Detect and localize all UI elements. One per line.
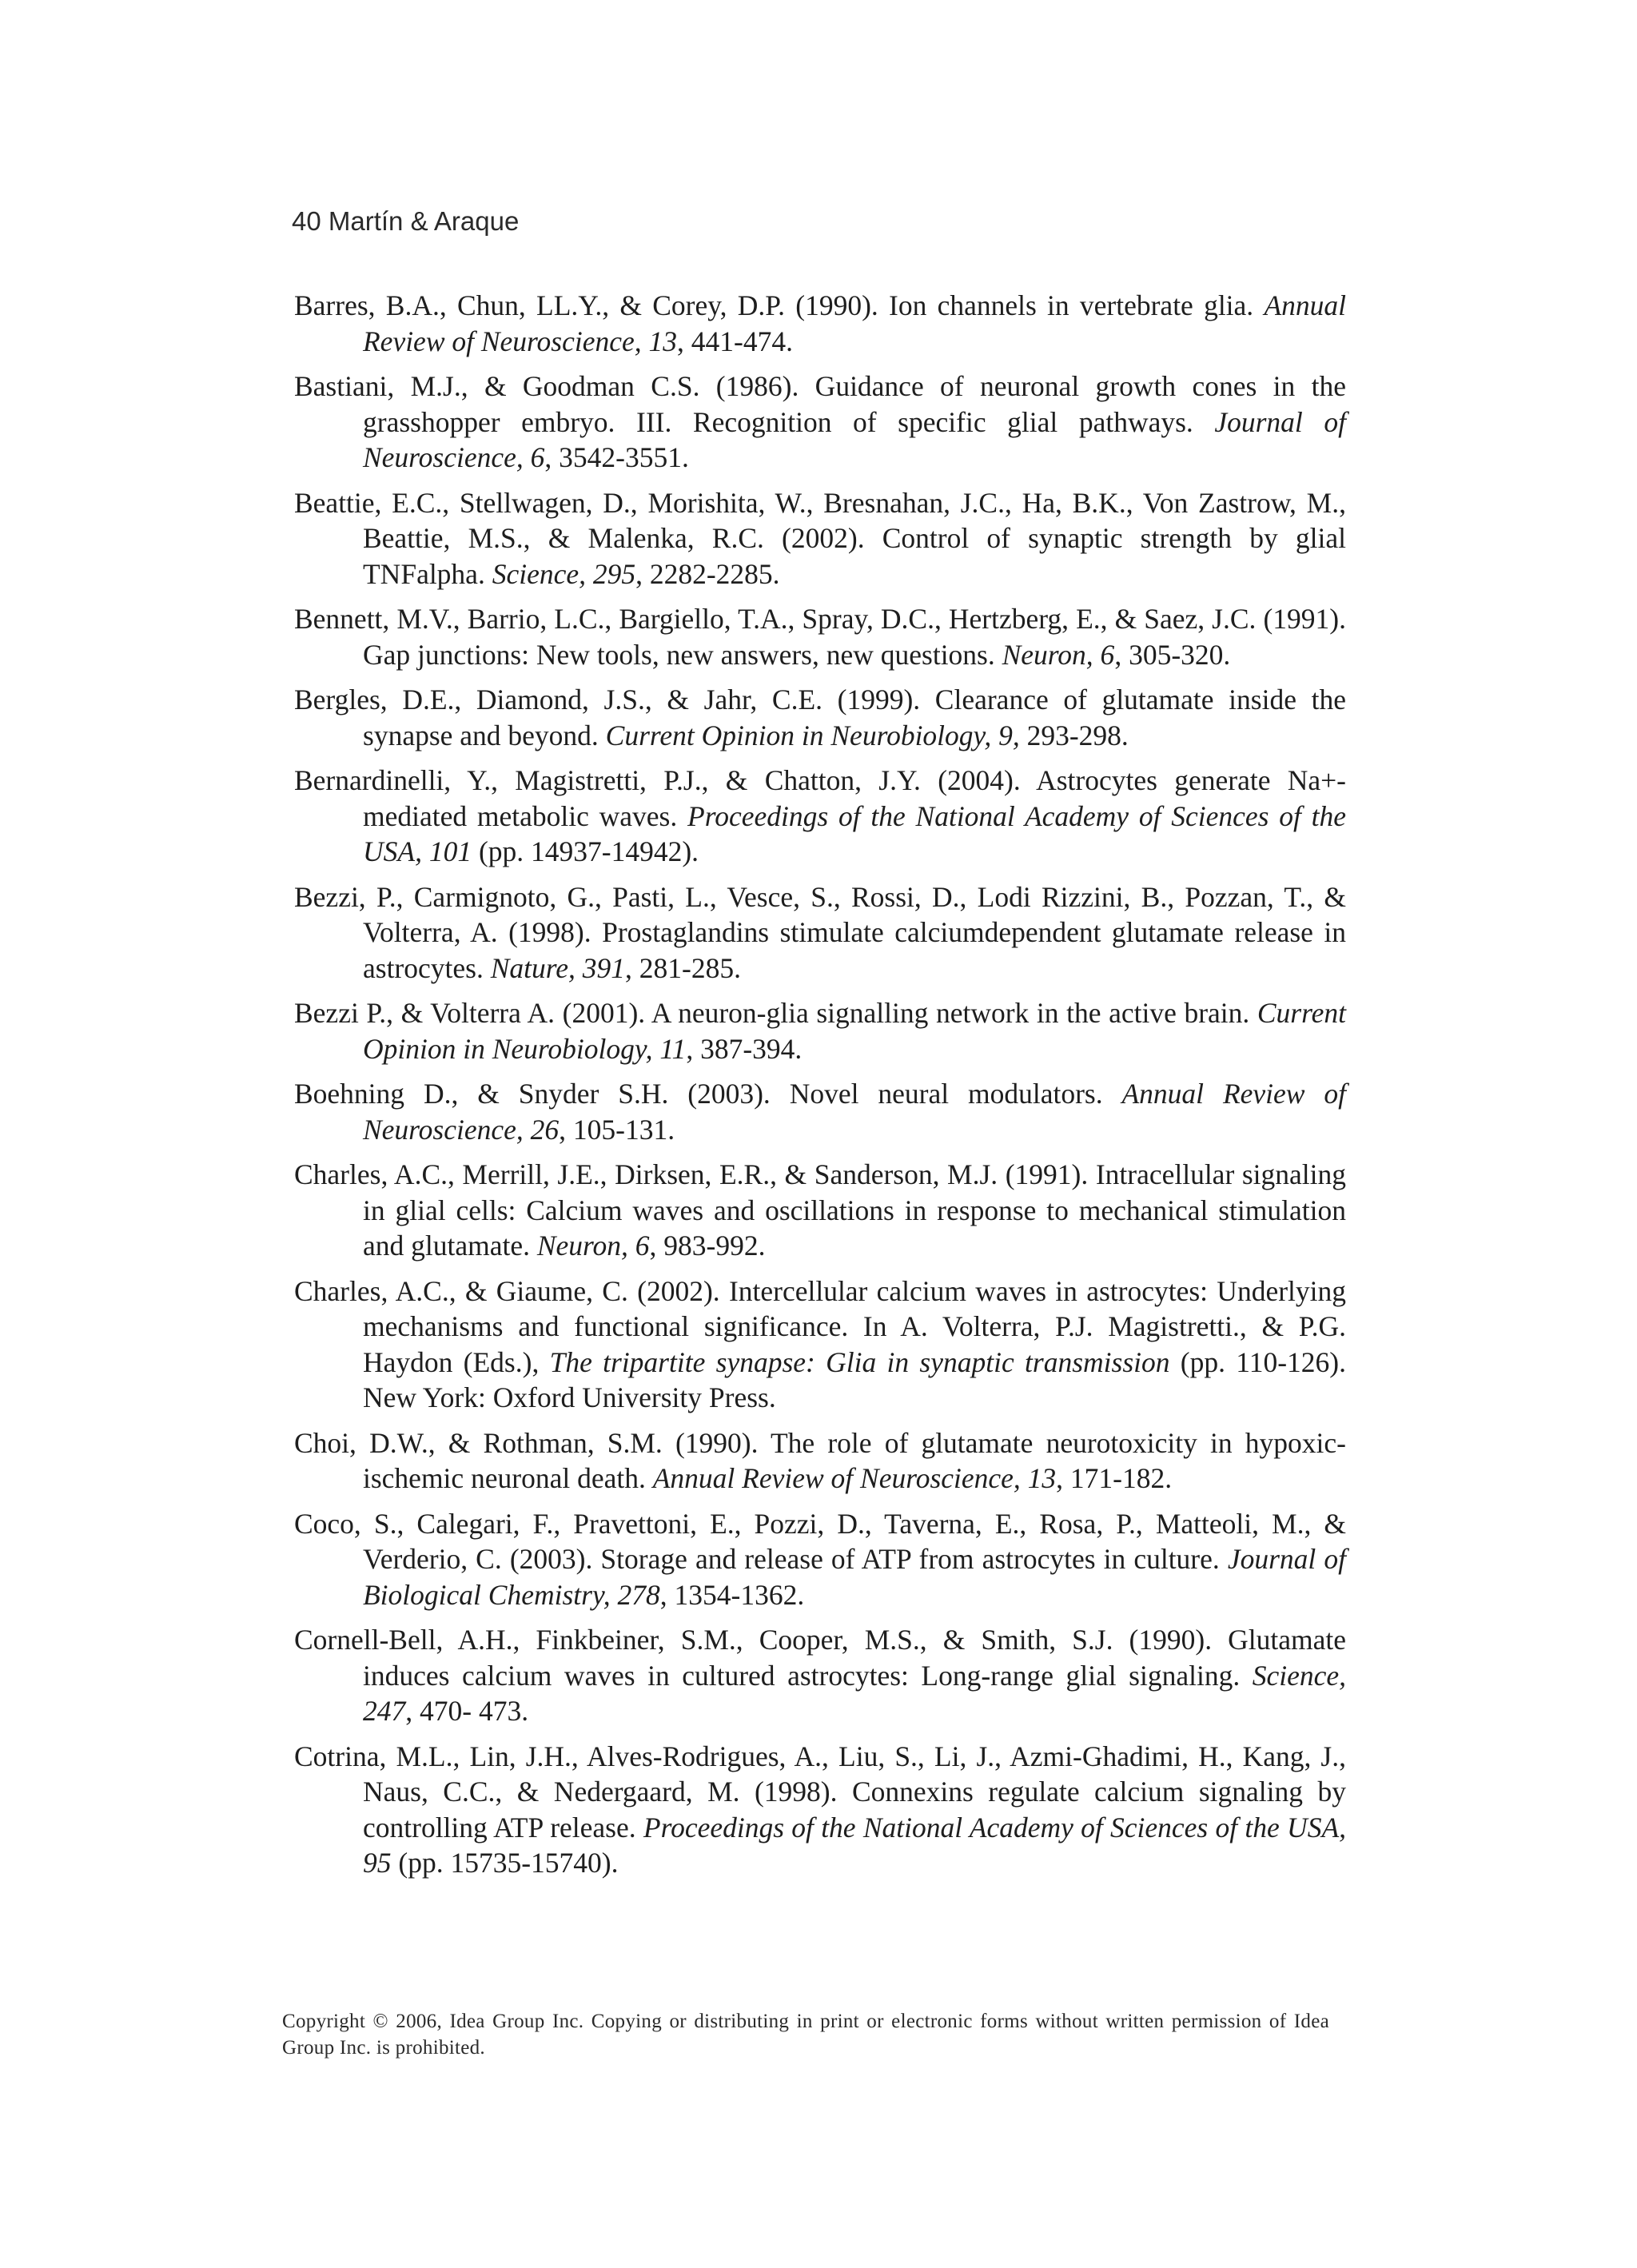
reference-text: Bennett, M.V., Barrio, L.C., Bargiello, T.A., Spray, D.C., Hertzberg, E., & Saez, J.C. (1991). Gap junctions: New tools, new answers, new questions. bbox=[294, 603, 1346, 671]
reference-pages: (pp. 14937-14942). bbox=[472, 835, 699, 867]
reference-source: Proceedings of the National Academy of Sciences of the USA, 101 bbox=[363, 799, 1346, 867]
reference-source: Neuron, 6 bbox=[1002, 638, 1115, 671]
reference-text: Cornell-Bell, A.H., Finkbeiner, S.M., Cooper, M.S., & Smith, S.J. (1990). Glutamate induces calcium waves in cultured astrocytes: Long-range glial signaling. bbox=[294, 1624, 1346, 1692]
running-head: 40 Martín & Araque bbox=[292, 206, 520, 236]
reference-source: Current Opinion in Neurobiology, 9, bbox=[605, 719, 1020, 751]
reference-text: Bezzi P., & Volterra A. (2001). A neuron-glia signalling network in the active brain. bbox=[294, 997, 1257, 1029]
reference-pages: , 2282-2285. bbox=[635, 557, 780, 590]
reference-entry bbox=[294, 879, 1346, 987]
reference-text: Barres, B.A., Chun, LL.Y., & Corey, D.P. (1990). Ion channels in vertebrate glia. bbox=[294, 289, 1265, 321]
reference-entry bbox=[294, 601, 1346, 672]
reference-pages: , 3542-3551. bbox=[544, 441, 689, 473]
reference-pages: 293-298. bbox=[1019, 719, 1129, 751]
reference-entry bbox=[294, 1425, 1346, 1497]
reference-pages: , 470- 473. bbox=[405, 1695, 529, 1727]
reference-source: Annual Review of Neuroscience, 13 bbox=[652, 1462, 1057, 1494]
reference-text: Bergles, D.E., Diamond, J.S., & Jahr, C.E. (1999). Clearance of glutamate inside the synapse and beyond. bbox=[294, 684, 1346, 751]
reference-entry bbox=[294, 1622, 1346, 1729]
reference-pages: , 305-320. bbox=[1114, 638, 1231, 671]
reference-source: Nature, 391 bbox=[490, 951, 625, 984]
reference-entry bbox=[294, 369, 1346, 476]
reference-pages: (pp. 110-126). New York: Oxford University Press. bbox=[363, 1345, 1346, 1413]
reference-text: Cotrina, M.L., Lin, J.H., Alves-Rodrigues, A., Liu, S., Li, J., Azmi-Ghadimi, H., Kang, J., Naus, C.C., & Nedergaard, M. (1998). Connexins regulate calcium signaling by controlling ATP release. bbox=[294, 1740, 1346, 1843]
reference-text: Choi, D.W., & Rothman, S.M. (1990). The role of glutamate neurotoxicity in hypoxic-ischemic neuronal death. bbox=[294, 1426, 1346, 1494]
reference-source: Journal of Biological Chemistry, 278 bbox=[363, 1543, 1346, 1611]
reference-source: Proceedings of the National Academy of Sciences of the USA, 95 bbox=[363, 1811, 1346, 1879]
reference-text: Charles, A.C., Merrill, J.E., Dirksen, E.R., & Sanderson, M.J. (1991). Intracellular signaling in glial cells: Calcium waves and oscillations in response to mechanical stimulation and glutamate. bbox=[294, 1158, 1346, 1262]
reference-list bbox=[294, 288, 1346, 1891]
reference-entry bbox=[294, 763, 1346, 870]
reference-text: Coco, S., Calegari, F., Pravettoni, E., Pozzi, D., Taverna, E., Rosa, P., Matteoli, M., & Verderio, C. (2003). Storage and release of ATP from astrocytes in culture. bbox=[294, 1507, 1346, 1575]
reference-text: Beattie, E.C., Stellwagen, D., Morishita, W., Bresnahan, J.C., Ha, B.K., Von Zastrow, M., Beattie, M.S., & Malenka, R.C. (2002). Control of synaptic strength by glial TNFalpha. bbox=[294, 486, 1346, 590]
reference-pages: , 105-131. bbox=[559, 1113, 675, 1146]
reference-entry bbox=[294, 485, 1346, 592]
copyright-notice: Copyright © 2006, Idea Group Inc. Copying or distributing in print or electronic forms without written permission of Idea Group Inc. is prohibited. bbox=[282, 2011, 1329, 2059]
reference-entry bbox=[294, 995, 1346, 1066]
reference-text: Bernardinelli, Y., Magistretti, P.J., & Chatton, J.Y. (2004). Astrocytes generate Na+-mediated metabolic waves. bbox=[294, 764, 1346, 832]
reference-entry bbox=[294, 1274, 1346, 1416]
reference-entry bbox=[294, 1739, 1346, 1881]
reference-source: Annual Review of Neuroscience, 26 bbox=[363, 1078, 1346, 1146]
reference-entry bbox=[294, 288, 1346, 359]
reference-pages: , 387-394. bbox=[686, 1032, 803, 1065]
reference-pages: , 441-474. bbox=[677, 325, 793, 357]
reference-pages: , 281-285. bbox=[625, 951, 741, 984]
reference-source: Science, 295 bbox=[492, 557, 636, 590]
reference-text: Boehning D., & Snyder S.H. (2003). Novel neural modulators. bbox=[294, 1078, 1122, 1110]
reference-source: Current Opinion in Neurobiology, 11 bbox=[363, 997, 1346, 1065]
reference-entry bbox=[294, 1076, 1346, 1147]
reference-pages: , 983-992. bbox=[649, 1230, 766, 1262]
reference-text: Charles, A.C., & Giaume, C. (2002). Intercellular calcium waves in astrocytes: Underlying mechanisms and functional significance. In A. Volterra, P.J. Magistretti., & P.G. Haydon (Eds.), bbox=[294, 1274, 1346, 1378]
reference-entry bbox=[294, 1157, 1346, 1264]
reference-pages: (pp. 15735-15740). bbox=[391, 1847, 619, 1879]
reference-pages: , 1354-1362. bbox=[659, 1578, 805, 1611]
reference-source: Neuron, 6 bbox=[536, 1230, 650, 1262]
reference-source: Science, 247 bbox=[363, 1659, 1346, 1727]
reference-text: Bezzi, P., Carmignoto, G., Pasti, L., Vesce, S., Rossi, D., Lodi Rizzini, B., Pozzan, T., & Volterra, A. (1998). Prostaglandins stimulate calciumdependent glutamate release in astrocytes. bbox=[294, 880, 1346, 984]
reference-entry bbox=[294, 1506, 1346, 1613]
reference-source: Annual Review of Neuroscience, 13 bbox=[363, 289, 1346, 357]
reference-text: Bastiani, M.J., & Goodman C.S. (1986). Guidance of neuronal growth cones in the grasshopper embryo. III. Recognition of specific glial pathways. bbox=[294, 370, 1346, 438]
reference-source: The tripartite synapse: Glia in synaptic transmission bbox=[549, 1345, 1170, 1378]
reference-pages: , 171-182. bbox=[1056, 1462, 1173, 1494]
reference-entry bbox=[294, 682, 1346, 753]
reference-source: Journal of Neuroscience, 6 bbox=[363, 405, 1346, 473]
